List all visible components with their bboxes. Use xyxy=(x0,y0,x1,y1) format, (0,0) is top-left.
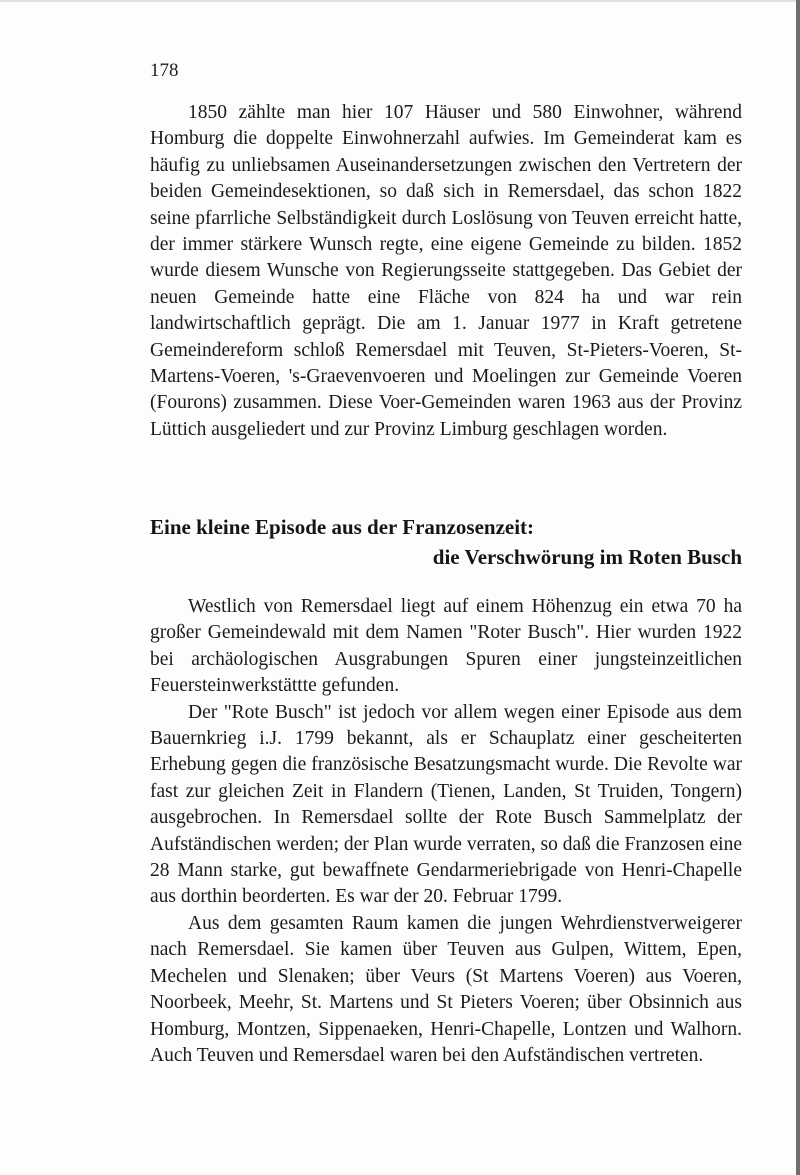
section-heading-line-2: die Verschwörung im Roten Busch xyxy=(432,545,742,569)
page-top-edge xyxy=(0,0,800,2)
section-paragraph-2: Der "Rote Busch" ist jedoch vor allem wegen einer Episode aus dem Bauernkrieg i.J. 1799 bekannt, als er Schauplatz einer gescheiterten Erhebung gegen die französische Besatzungsmacht wurde. Die Revolte war fast zur gleichen Zeit in Flandern (Tienen, Landen, St Truiden, Tongern) ausgebrochen. In Remersdael sollte der Rote Busch Sammelplatz der Aufständischen werden; der Plan wurde verraten, so daß die Franzosen eine 28 Mann starke, gut bewaffnete Gendarmeriebrigade von Henri-Chapelle aus dorthin beorderten. Es war der 20. Februar 1799. xyxy=(150,701,742,908)
page-number: 178 xyxy=(150,60,179,81)
section-paragraph-1: Westlich von Remersdael liegt auf einem Höhenzug ein etwa 70 ha großer Gemeindewald mit dem Namen "Roter Busch". Hier wurden 1922 bei archäologischen Ausgrabungen Spuren einer jungsteinzeitlichen Feuersteinwerkstättte gefunden. xyxy=(150,596,742,697)
section-paragraph-3: Aus dem gesamten Raum kamen die jungen Wehrdienstverweigerer nach Remersdael. Sie kamen über Teuven aus Gulpen, Wittem, Epen, Mechelen und Slenaken; über Veurs (St Martens Voeren) aus Voeren, Noorbeek, Meehr, St. Martens und St Pieters Voeren; über Obsinnich aus Homburg, Montzen, Sippenaeken, Henri-Chapelle, Lontzen und Walhorn. Auch Teuven und Remersdael waren bei den Aufständischen vertreten. xyxy=(150,912,742,1066)
page-right-edge xyxy=(796,0,800,1175)
intro-paragraph: 1850 zählte man hier 107 Häuser und 580 Einwohner, während Homburg die doppelte Einwohnerzahl aufwies. Im Gemeinderat kam es häufig zu unliebsamen Auseinandersetzungen zwischen den Vertretern der beiden Gemeindesektionen, so daß sich in Remersdael, das schon 1822 seine pfarrliche Selbständigkeit durch Loslösung von Teuven erreicht hatte, der immer stärkere Wunsch regte, eine eigene Gemeinde zu bilden. 1852 wurde diesem Wunsche von Regierungsseite stattgegeben. Das Gebiet der neuen Gemeinde hatte eine Fläche von 824 ha und war rein landwirtschaftlich geprägt. Die am 1. Januar 1977 in Kraft getretene Gemeindereform schloß Remersdael mit Teuven, St-Pieters-Voeren, St-Martens-Voeren, 's-Graevenvoeren und Moelingen zur Gemeinde Voeren (Fourons) zusammen. Diese Voer-Gemeinden waren 1963 aus der Provinz Lüttich ausgeliedert und zur Provinz Limburg geschlagen worden. xyxy=(150,102,742,440)
section-text-block xyxy=(150,594,742,1069)
section-heading-line-1: Eine kleine Episode aus der Franzosenzeit: xyxy=(150,515,535,539)
section-heading xyxy=(150,512,742,572)
intro-text-block xyxy=(150,100,742,443)
